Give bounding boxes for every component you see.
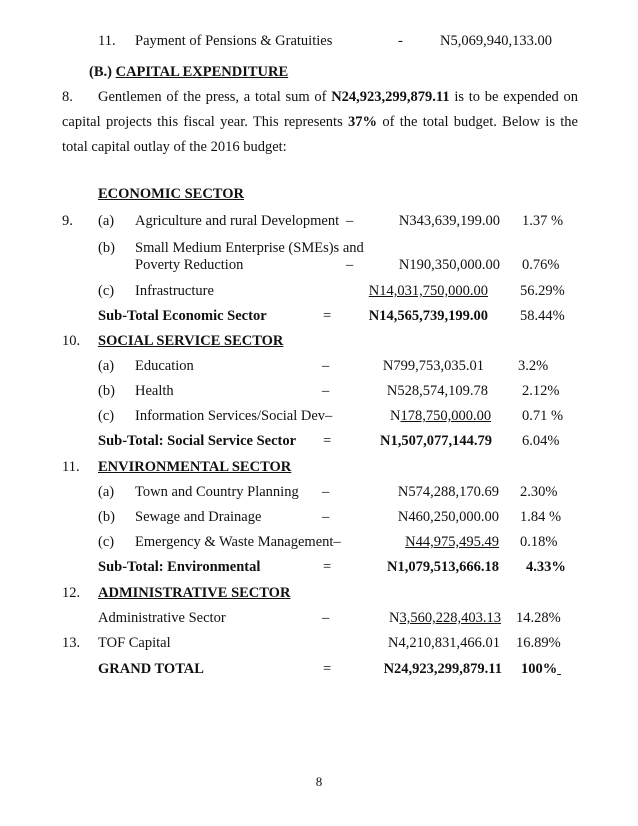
item-percent: 2.30% xyxy=(520,484,558,500)
para-text-2: is to be expended on capital projects this fiscal year. This represents xyxy=(62,89,578,130)
item-label: Agriculture and rural Development xyxy=(135,213,340,229)
item-letter: (a) xyxy=(98,358,115,374)
pension-amount: N5,069,940,133.00 xyxy=(440,33,552,49)
item-label: Town and Country Planning xyxy=(135,484,299,500)
section-title: CAPITAL EXPENDITURE xyxy=(115,64,289,80)
subtotal-label: Sub-Total: Environmental xyxy=(98,559,261,575)
item-dash: – xyxy=(322,358,330,374)
grand-total-equals: = xyxy=(323,661,332,677)
item-percent: 0.71 % xyxy=(522,408,564,424)
item-percent: 2.12% xyxy=(522,383,560,399)
trailing-underline xyxy=(557,661,561,677)
item-label: Sewage and Drainage xyxy=(135,509,262,525)
item-dash: – xyxy=(322,383,330,399)
amount-prefix: N xyxy=(389,610,400,626)
subtotal-percent: 58.44% xyxy=(520,308,565,324)
item-letter: (a) xyxy=(98,484,115,500)
subtotal-label: Sub-Total: Social Service Sector xyxy=(98,433,297,449)
item-letter: (b) xyxy=(98,383,115,399)
item-percent: 1.37 % xyxy=(522,213,564,229)
item-percent: 0.76% xyxy=(522,257,560,273)
item-amount xyxy=(390,408,491,425)
grand-total-percent xyxy=(521,661,561,678)
item-label-line-2: Poverty Reduction xyxy=(135,257,244,273)
item-amount xyxy=(389,610,501,627)
para-text-3: of the total budget. Below is the total capital outlay of the 2016 budget: xyxy=(62,114,578,155)
amount-prefix: N xyxy=(390,408,401,424)
subtotal-equals: = xyxy=(323,559,332,575)
para-total-amount: N24,923,299,879.11 xyxy=(331,89,450,105)
item-amount: N190,350,000.00 xyxy=(398,257,500,273)
item-amount: N14,031,750,000.00 xyxy=(368,283,488,299)
social-sector-title: SOCIAL SERVICE SECTOR xyxy=(98,333,284,349)
page-number: 8 xyxy=(315,774,323,789)
item-letter: (b) xyxy=(98,240,115,256)
tof-percent: 16.89% xyxy=(516,635,561,651)
item-percent: 1.84 % xyxy=(520,509,562,525)
subtotal-percent: 6.04% xyxy=(522,433,560,449)
subtotal-equals: = xyxy=(323,308,332,324)
item-percent: 14.28% xyxy=(516,610,561,626)
item-letter: (b) xyxy=(98,509,115,525)
environmental-sector-title: ENVIRONMENTAL SECTOR xyxy=(98,459,292,475)
subtotal-percent: 4.33% xyxy=(526,559,566,575)
item-label: Emergency & Waste Management– xyxy=(135,534,341,550)
economic-num: 9. xyxy=(62,213,73,229)
intro-paragraph xyxy=(62,85,578,160)
amount-value: 178,750,000.00 xyxy=(400,408,492,424)
item-label: Infrastructure xyxy=(135,283,214,299)
tof-label: TOF Capital xyxy=(98,635,171,651)
administrative-num: 12. xyxy=(62,585,81,601)
section-prefix: (B.) xyxy=(89,64,112,80)
tof-amount: N4,210,831,466.01 xyxy=(388,635,500,651)
environmental-num: 11. xyxy=(62,459,80,475)
item-label: Information Services/Social Dev– xyxy=(135,408,333,424)
subtotal-label: Sub-Total Economic Sector xyxy=(98,308,267,324)
social-num: 10. xyxy=(62,333,81,349)
pension-label: Payment of Pensions & Gratuities xyxy=(135,33,333,49)
item-dash: – xyxy=(322,509,330,525)
item-percent: 3.2% xyxy=(518,358,549,374)
item-letter: (a) xyxy=(98,213,115,229)
item-label: Administrative Sector xyxy=(98,610,226,626)
grand-total-amount: N24,923,299,879.11 xyxy=(383,661,502,677)
item-amount: N44,975,495.49 xyxy=(405,534,499,550)
grand-total-percent-value: 100% xyxy=(521,661,558,677)
item-dash: – xyxy=(322,484,330,500)
item-label: Education xyxy=(135,358,194,374)
item-percent: 56.29% xyxy=(520,283,565,299)
item-amount: N343,639,199.00 xyxy=(398,213,500,229)
item-percent: 0.18% xyxy=(520,534,558,550)
tof-num: 13. xyxy=(62,635,81,651)
item-amount: N799,753,035.01 xyxy=(382,358,484,374)
subtotal-amount: N1,079,513,666.18 xyxy=(387,559,499,575)
item-label: Small Medium Enterprise (SMEs)s and xyxy=(135,240,364,256)
administrative-sector-title: ADMINISTRATIVE SECTOR xyxy=(98,585,291,601)
item-dash: – xyxy=(322,610,330,626)
pension-num: 11. xyxy=(98,33,116,49)
subtotal-amount: N1,507,077,144.79 xyxy=(380,433,492,449)
item-dash: – xyxy=(346,257,354,273)
item-amount: N528,574,109.78 xyxy=(386,383,488,399)
economic-sector-title: ECONOMIC SECTOR xyxy=(98,186,244,202)
item-letter: (c) xyxy=(98,534,115,550)
item-amount: N574,288,170.69 xyxy=(397,484,499,500)
pension-dash: - xyxy=(398,33,403,49)
para-num: 8. xyxy=(62,89,73,105)
item-label: Health xyxy=(135,383,174,399)
item-amount: N460,250,000.00 xyxy=(397,509,499,525)
item-letter: (c) xyxy=(98,283,115,299)
subtotal-equals: = xyxy=(323,433,332,449)
item-dash: – xyxy=(346,213,354,229)
grand-total-label: GRAND TOTAL xyxy=(98,661,204,677)
para-text-1: Gentlemen of the press, a total sum of xyxy=(98,89,332,105)
item-letter: (c) xyxy=(98,408,115,424)
para-percent: 37% xyxy=(348,114,378,130)
subtotal-amount: N14,565,739,199.00 xyxy=(368,308,488,324)
section-heading xyxy=(89,64,288,81)
amount-value: 3,560,228,403.13 xyxy=(399,610,501,626)
